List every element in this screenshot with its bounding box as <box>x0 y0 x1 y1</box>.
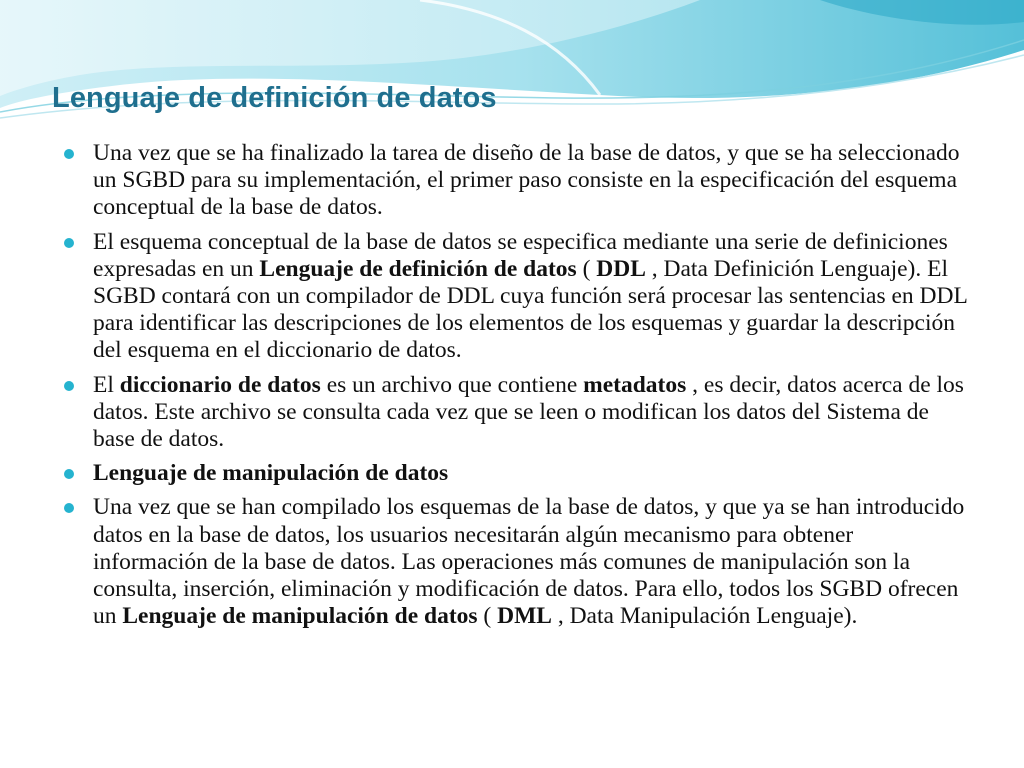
slide-title: Lenguaje de definición de datos <box>52 82 497 114</box>
bullet-icon <box>64 469 74 479</box>
bullet-icon <box>64 149 74 159</box>
bullet-text: Una vez que se ha finalizado la tarea de diseño de la base de datos, y que se ha seleccionado un SGBD para su implementación, el primer paso consiste en la especificación del esquema conceptual de la base de datos. <box>93 140 960 221</box>
bold-term-ddl-full: Lenguaje de definición de datos <box>259 255 577 282</box>
list-item <box>60 140 970 222</box>
bullet-text: , Data Definición Lenguaje). El SGBD contará con un compilador de DDL cuya función será procesar las sentencias en DDL para identificar las descripciones de los elementos de los esquemas y guardar la descripción del esquema en el diccionario de datos. <box>93 255 967 364</box>
bullet-icon <box>64 381 74 391</box>
bold-term-dml: DML <box>497 603 552 630</box>
bullet-text: , Data Manipulación Lenguaje). <box>551 603 858 630</box>
bold-term-diccionario: diccionario de datos <box>119 371 321 398</box>
bullet-text: ( <box>477 603 498 630</box>
bullet-icon <box>64 503 74 513</box>
bold-heading-dml: Lenguaje de manipulación de datos <box>93 460 449 487</box>
bullet-text: es un archivo que contiene <box>320 371 584 398</box>
list-item <box>60 460 970 487</box>
bullet-text: Una vez que se han compilado los esquemas de la base de datos, y que ya se han introducido datos en la base de datos, los usuarios necesitarán algún mecanismo para obtener información de la base de datos. Las operaciones más comunes de manipulación son la consulta, inserción, eliminación y modificación de datos. Para ello, todos los SGBD ofrecen un <box>93 494 965 630</box>
bold-term-ddl: DDL <box>596 255 646 282</box>
wave-header-decoration <box>0 0 1024 150</box>
list-item <box>60 372 970 454</box>
bold-term-dml-full: Lenguaje de manipulación de datos <box>122 603 478 630</box>
bullet-text: El <box>93 371 120 398</box>
bold-term-metadatos: metadatos <box>583 371 687 398</box>
bullet-text: ( <box>576 255 597 282</box>
bullet-text: , es decir, datos acerca de los datos. Este archivo se consulta cada vez que se leen o modifican los datos del Sistema de base de datos. <box>93 371 964 453</box>
list-item <box>60 494 970 630</box>
bullet-list <box>60 140 970 637</box>
bullet-text: El esquema conceptual de la base de datos se especifica mediante una serie de definiciones expresadas en un <box>93 228 948 282</box>
list-item <box>60 229 970 365</box>
bullet-icon <box>64 238 74 248</box>
